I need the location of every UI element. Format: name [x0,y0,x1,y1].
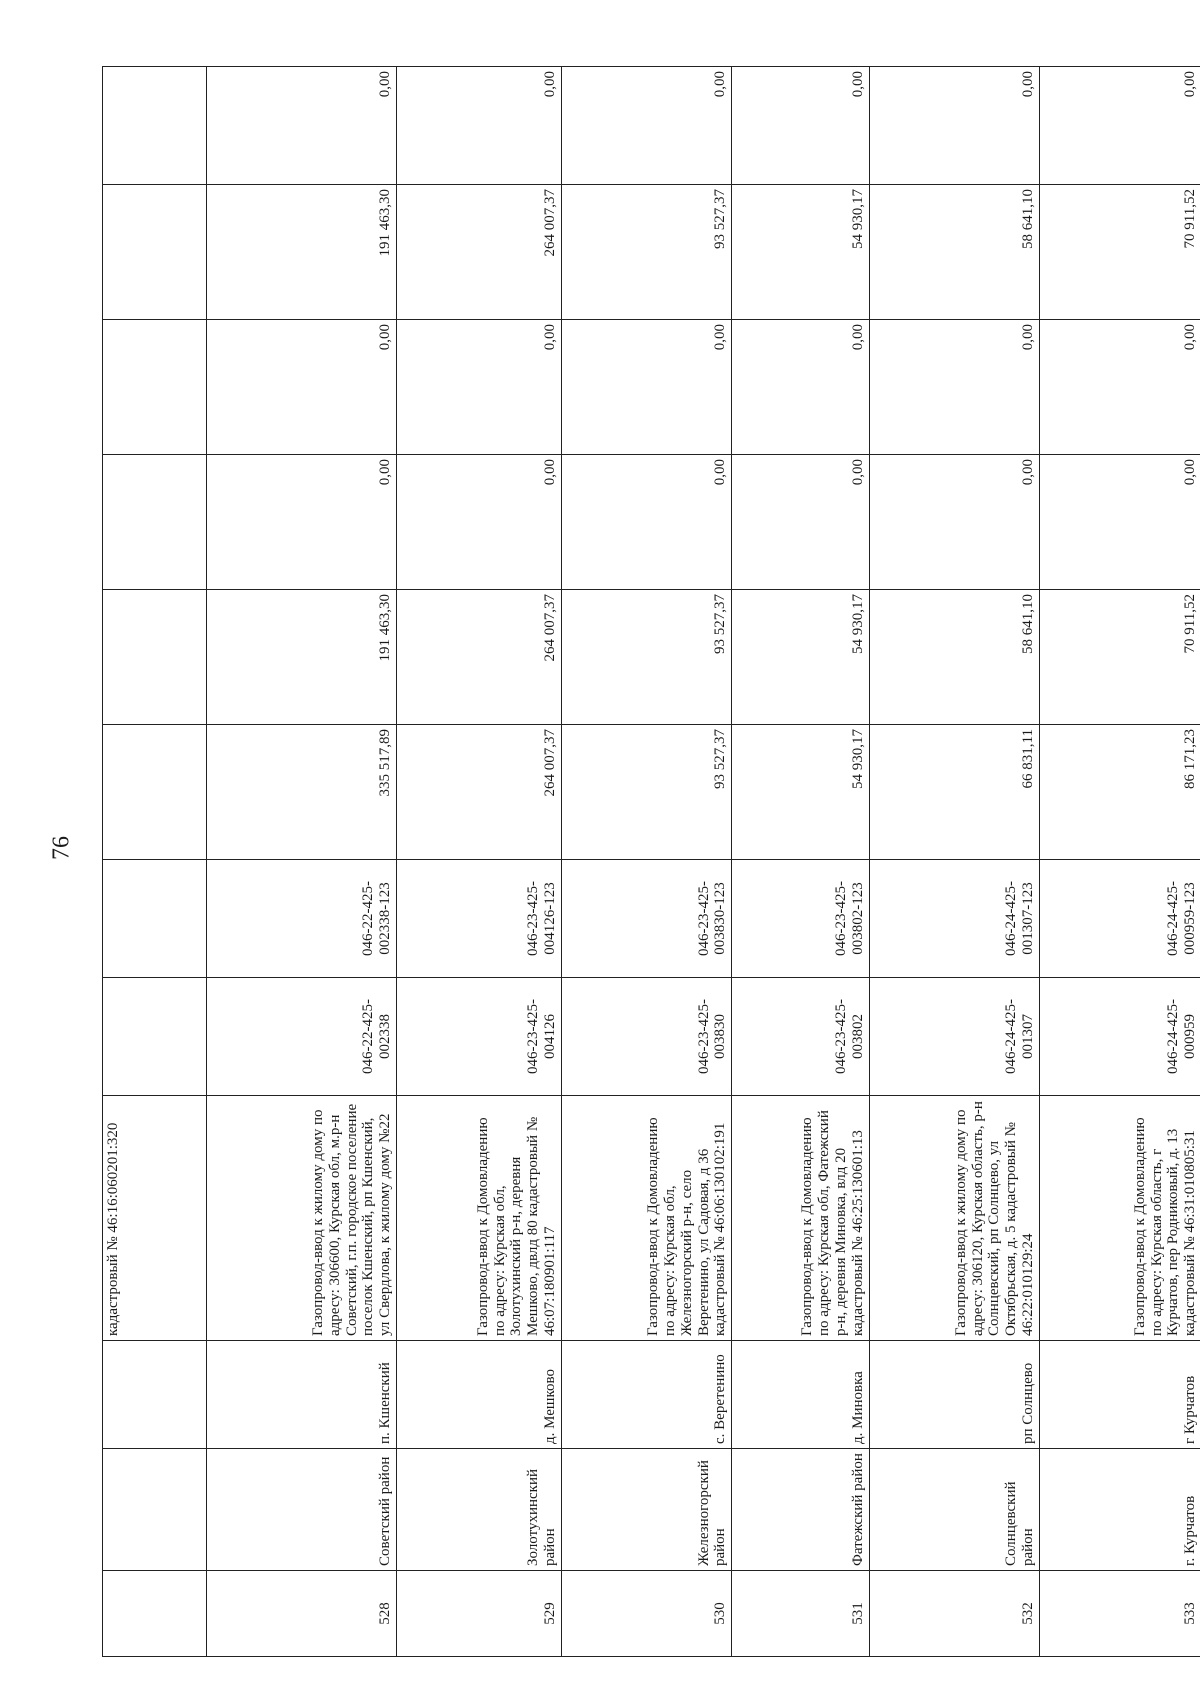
cell-code: 046-23-425-004126 [396,978,561,1096]
cell-value: 191 463,30 [207,185,397,320]
cell-district: г. Курчатов [1039,1449,1200,1571]
cell-empty [103,725,207,860]
cell-code: 046-24-425-000959 [1039,978,1200,1096]
cell-description: Газопровод-ввод к жилому дому по адресу: 306600, Курская обл, м.р-н Советский, г.п. городское поселение поселок Кшенский, рп Кшенский, ул Свердлова, к жилому дому №22 [207,1096,397,1341]
cell-amount: 54 930,17 [732,725,869,860]
table-row [869,67,1039,1657]
cell-value: 0,00 [732,320,869,455]
cell-value: 264 007,37 [396,590,561,725]
cell-value: 0,00 [869,67,1039,185]
cell-empty [103,67,207,185]
cell-row-number: 530 [561,1571,731,1657]
cell-empty [103,860,207,978]
cell-value: 0,00 [396,455,561,590]
cell-description: кадастровый № 46:16:060201:320 [103,1096,207,1341]
cell-value: 0,00 [561,320,731,455]
cell-value: 70 911,52 [1039,185,1200,320]
cell-value: 0,00 [1039,455,1200,590]
table-row [207,67,397,1657]
cell-value: 58 641,10 [869,185,1039,320]
cell-value: 70 911,52 [1039,590,1200,725]
cell-code-full: 046-22-425-002338-123 [207,860,397,978]
cell-description: Газопровод-ввод к жилому дому по адресу: 306120, Курская область, р-н Солнцевский, рп Солнцево, ул Октябрьская, д. 5 кадастровый № 46:22:010129:24 [869,1096,1039,1341]
cell-value: 0,00 [207,320,397,455]
cell-row-number: 533 [1039,1571,1200,1657]
cell-code: 046-22-425-002338 [207,978,397,1096]
cell-code-full: 046-24-425-001307-123 [869,860,1039,978]
cell-value: 0,00 [207,67,397,185]
cell-value: 0,00 [869,320,1039,455]
cell-row-number: 529 [396,1571,561,1657]
cell-empty [103,1571,207,1657]
cell-value: 0,00 [732,455,869,590]
cell-settlement: п. Кшенский [207,1341,397,1449]
cell-value: 0,00 [869,455,1039,590]
cell-value: 93 527,37 [561,185,731,320]
cell-value: 0,00 [561,67,731,185]
cell-value: 0,00 [207,455,397,590]
cell-amount: 66 831,11 [869,725,1039,860]
cell-district: Золотухинский район [396,1449,561,1571]
cell-value: 0,00 [396,320,561,455]
cell-value: 54 930,17 [732,590,869,725]
cell-district: Фатежский район [732,1449,869,1571]
cell-empty [103,590,207,725]
cell-code-full: 046-24-425-000959-123 [1039,860,1200,978]
cell-value: 93 527,37 [561,590,731,725]
cell-amount: 335 517,89 [207,725,397,860]
cell-empty [103,1449,207,1571]
cell-code: 046-24-425-001307 [869,978,1039,1096]
register-table-rotated [102,67,1200,1657]
cell-description: Газопровод-ввод к Домовладению по адресу: Курская обл, Фатежский р-н, деревня Миновка, влд 20 кадастровый № 46:25:130601:13 [732,1096,869,1341]
cell-value: 0,00 [732,67,869,185]
cell-value: 0,00 [561,455,731,590]
cell-amount: 264 007,37 [396,725,561,860]
cell-value: 264 007,37 [396,185,561,320]
cell-value: 0,00 [1039,320,1200,455]
cell-value: 54 930,17 [732,185,869,320]
cell-code-full: 046-23-425-004126-123 [396,860,561,978]
cell-row-number: 532 [869,1571,1039,1657]
cell-empty [103,455,207,590]
cell-description: Газопровод-ввод к Домовладению по адресу: Курская обл, Золотухинский р-н, деревня Мешково, двлд 80 кадастровый № 46:07:180901:117 [396,1096,561,1341]
cell-settlement: д. Миновка [732,1341,869,1449]
cell-amount: 86 171,23 [1039,725,1200,860]
table-row [732,67,869,1657]
cell-empty [103,320,207,455]
cell-code-full: 046-23-425-003802-123 [732,860,869,978]
cell-district: Железногорский район [561,1449,731,1571]
register-table [102,66,1200,1657]
cell-code: 046-23-425-003802 [732,978,869,1096]
cell-value: 0,00 [396,67,561,185]
cell-settlement: г Курчатов [1039,1341,1200,1449]
cell-empty [103,978,207,1096]
cell-settlement: с. Веретенино [561,1341,731,1449]
cell-description: Газопровод-ввод к Домовладению по адресу: Курская обл, Железногорский р-н, село Веретенино, ул Садовая, д 36 кадастровый № 46:06:130102:191 [561,1096,731,1341]
cell-value: 191 463,30 [207,590,397,725]
cell-description: Газопровод-ввод к Домовладению по адресу: Курская область, г Курчатов, пер Родниковый, д. 13 кадастровый № 46:31:010805:31 [1039,1096,1200,1341]
cell-value: 0,00 [1039,67,1200,185]
cell-code-full: 046-23-425-003830-123 [561,860,731,978]
table-row [1039,67,1200,1657]
table-row [561,67,731,1657]
cell-code: 046-23-425-003830 [561,978,731,1096]
cell-row-number: 531 [732,1571,869,1657]
page-number: 76 [48,836,75,860]
cell-settlement: д. Мешково [396,1341,561,1449]
table-row [396,67,561,1657]
cell-settlement: рп Солнцево [869,1341,1039,1449]
cell-empty [103,185,207,320]
table-row-continued [103,67,207,1657]
cell-district: Советский район [207,1449,397,1571]
cell-row-number: 528 [207,1571,397,1657]
cell-value: 58 641,10 [869,590,1039,725]
cell-empty [103,1341,207,1449]
cell-district: Солнцевский район [869,1449,1039,1571]
cell-amount: 93 527,37 [561,725,731,860]
